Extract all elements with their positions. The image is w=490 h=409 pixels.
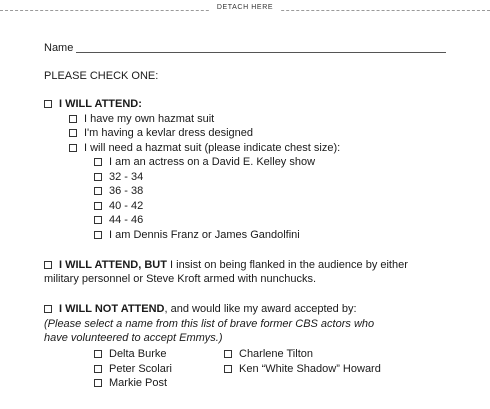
detach-here-label: DETACH HERE <box>0 4 490 11</box>
own-suit-checkbox[interactable] <box>69 115 77 123</box>
not-attend-checkbox[interactable] <box>44 305 52 313</box>
size-checkbox[interactable] <box>94 216 102 224</box>
actor-checkbox[interactable] <box>94 365 102 373</box>
size-option-36-38[interactable]: 36 - 38 <box>94 184 143 198</box>
size-checkbox[interactable] <box>94 158 102 166</box>
selection-note: have volunteered to accept Emmys.) <box>44 332 223 344</box>
own-suit-option[interactable]: I have my own hazmat suit <box>69 112 214 126</box>
actor-option-peter-scolari[interactable]: Peter Scolari <box>94 362 172 376</box>
actor-option-markie-post[interactable]: Markie Post <box>94 376 167 390</box>
actor-checkbox[interactable] <box>224 350 232 358</box>
kevlar-dress-checkbox[interactable] <box>69 129 77 137</box>
attend-but-text: military personnel or Steve Kroft armed with nunchucks. <box>44 273 317 285</box>
size-checkbox[interactable] <box>94 202 102 210</box>
need-suit-checkbox[interactable] <box>69 144 77 152</box>
name-field[interactable] <box>76 52 446 53</box>
need-suit-option[interactable]: I will need a hazmat suit (please indicate chest size): <box>69 141 340 155</box>
actor-checkbox[interactable] <box>224 365 232 373</box>
please-check-one: PLEASE CHECK ONE: <box>44 70 159 82</box>
selection-note: (Please select a name from this list of brave former CBS actors who <box>44 318 375 330</box>
size-option-32-34[interactable]: 32 - 34 <box>94 170 143 184</box>
size-option-franz-gandolfini[interactable]: I am Dennis Franz or James Gandolfini <box>94 228 300 242</box>
attend-but-checkbox[interactable] <box>44 261 52 269</box>
attend-but-option[interactable]: I WILL ATTEND, BUT I insist on being flanked in the audience by either <box>44 258 408 272</box>
not-attend-option[interactable]: I WILL NOT ATTEND, and would like my award accepted by: <box>44 302 357 316</box>
actor-checkbox[interactable] <box>94 379 102 387</box>
attend-option[interactable]: I WILL ATTEND: <box>44 97 142 111</box>
actor-option-ken-howard[interactable]: Ken “White Shadow” Howard <box>224 362 381 376</box>
size-checkbox[interactable] <box>94 173 102 181</box>
size-checkbox[interactable] <box>94 187 102 195</box>
kevlar-dress-option[interactable]: I'm having a kevlar dress designed <box>69 126 253 140</box>
size-option-44-46[interactable]: 44 - 46 <box>94 213 143 227</box>
name-label: Name <box>44 42 74 54</box>
size-option-40-42[interactable]: 40 - 42 <box>94 199 143 213</box>
actor-option-delta-burke[interactable]: Delta Burke <box>94 347 166 361</box>
size-checkbox[interactable] <box>94 231 102 239</box>
actor-checkbox[interactable] <box>94 350 102 358</box>
actor-option-charlene-tilton[interactable]: Charlene Tilton <box>224 347 313 361</box>
size-option-actress[interactable]: I am an actress on a David E. Kelley show <box>94 155 315 169</box>
attend-checkbox[interactable] <box>44 100 52 108</box>
